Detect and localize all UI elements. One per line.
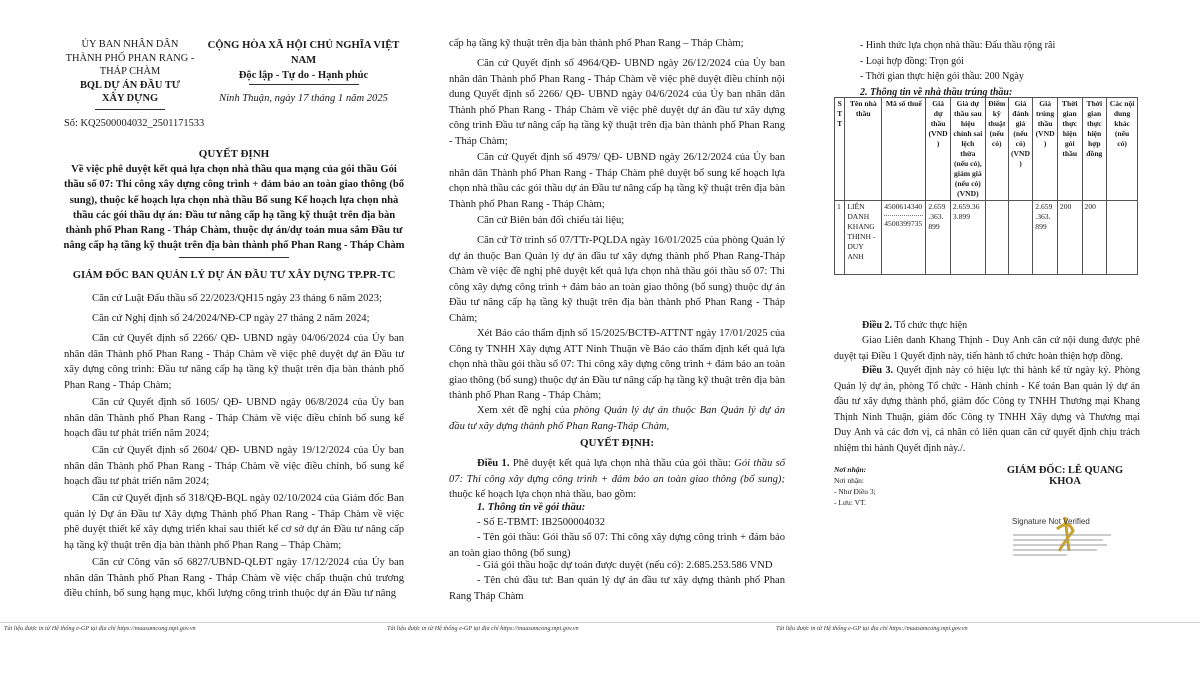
legal-basis: Căn cứ Quyết định số 1605/ QĐ- UBND ngày 06/8/2024 của Ủy ban nhân dân Thành phố Phan Rang - Tháp Chàm về việc điều chỉnh bổ sung kế hoạch đầu tư phát triển năm 2024; bbox=[64, 397, 404, 440]
document-subject bbox=[62, 162, 406, 258]
cell-adjusted-price: 2.659.36 3.899 bbox=[950, 201, 985, 275]
column-header: Điểm kỹ thuật (nếu có) bbox=[985, 98, 1008, 201]
package-info-item: - Số E-TBMT: IB2500004032 bbox=[477, 517, 606, 528]
subject-line: nâng cấp hạ tầng kỹ thuật trên địa bàn thành phố Phan Rang - Tháp Chàm bbox=[63, 240, 405, 252]
motto-underline bbox=[249, 84, 359, 85]
subject-line: Về việc phê duyệt kết quả lựa chọn nhà thầu qua mạng của gói thầu Gói bbox=[71, 164, 397, 175]
legal-basis: Căn cứ Quyết định số 4979/ QĐ- UBND ngày 26/12/2024 của Ủy ban nhân dân Thành phố Phan Rang - Tháp Chàm phê duyệt bổ sung kế hoạch lựa chọn nhà thầu các gói thầu dự án Đầu tư nâng cấp hạ tầng kỹ thuật trên địa bàn Thành phố Phan Rang - Tháp Chàm; bbox=[449, 152, 785, 210]
recipient-line: - Lưu: VT. bbox=[834, 498, 866, 507]
column-header: Thời gian thực hiện hợp đồng bbox=[1082, 98, 1107, 201]
recipient-line: Nơi nhận: bbox=[834, 476, 865, 485]
national-header bbox=[196, 38, 411, 106]
table-row bbox=[835, 201, 1138, 275]
table-header-row bbox=[835, 98, 1138, 201]
page-footer: Tài liệu được in từ Hệ thống e-GP tại địa chỉ https://muasamcong.mpi.gov.vn bbox=[4, 625, 196, 632]
footer-divider bbox=[0, 622, 1200, 623]
cell-eval-price bbox=[1008, 201, 1033, 275]
motto: Độc lập - Tự do - Hạnh phúc bbox=[238, 70, 369, 81]
subject-line: thành phố Phan Rang - Tháp Chàm, thuộc dự án/dự toán mua sắm Đầu tư bbox=[65, 225, 403, 237]
package-info-item: - Tên gói thầu: Gói thầu số 07: Thi công xây dựng công trình + đảm bảo an toàn giao thông (bổ sung) bbox=[449, 532, 785, 559]
cell-tech-score bbox=[985, 201, 1008, 275]
page-footer: Tài liệu được in từ Hệ thống e-GP tại địa chỉ https://muasamcong.mpi.gov.vn bbox=[776, 625, 968, 632]
package-info-item: - Thời gian thực hiện gói thầu: 200 Ngày bbox=[860, 71, 1024, 82]
recipient-line: - Như Điều 3; bbox=[834, 487, 876, 496]
column-header: Giá dự thầu (VND ) bbox=[926, 98, 951, 201]
column-header: Tên nhà thầu bbox=[845, 98, 882, 201]
issuing-agency bbox=[60, 38, 200, 110]
cell-stt: 1 bbox=[835, 201, 845, 275]
place-date: Ninh Thuận, ngày 17 tháng 1 năm 2025 bbox=[219, 93, 388, 104]
winning-bidder-table bbox=[834, 97, 1138, 275]
legal-basis: Xét Báo cáo thẩm định số 15/2025/BCTĐ-ATTNT ngày 17/01/2025 của Công ty TNHH Xây dựng ATT Ninh Thuận về Báo cáo thẩm định kết quả lựa chọn nhà thầu gói thầu số 07: Thi công xây dựng công trình + đảm bảo an toàn giao thông (bổ sung) thuộc dự án Đầu tư nâng cấp hạ tầng kỹ thuật trên địa bàn thành phố Phan Rang - Tháp Chàm; bbox=[449, 328, 785, 402]
subject-line: thầu số 07: Thi công xây dựng công trình + đảm bảo an toàn giao thông (bổ bbox=[63, 179, 405, 191]
recipients-label: Nơi nhận: bbox=[834, 465, 867, 474]
article-2-body: Giao Liên danh Khang Thịnh - Duy Anh căn cứ nội dung được phê duyệt tại Điều 1 Quyết định này, tiến hành tổ chức hoàn thiện hợp đồng. bbox=[834, 335, 1140, 362]
consideration: Xem xét đề nghị của phòng Quản lý dự án thuộc Ban Quản lý dự án đầu tư xây dựng thành phố Phan Rang-Tháp Chàm, bbox=[449, 405, 786, 432]
column-header: Mã số thuế bbox=[882, 98, 926, 201]
legal-basis: Căn cứ Quyết định số 4964/QĐ- UBND ngày 26/12/2024 của Ủy ban nhân dân Thành phố Phan Rang - Tháp Chàm về việc phê duyệt điều chỉnh nội dung Quyết định số 2266/ QĐ- UBND ngày 04/6/2024 của Ủy ban nhân dân Thành phố Phan Rang - Tháp Chàm về việc phê duyệt dự án đầu tư xây dựng công trình Đầu tư nâng cấp hạ tầng kỹ thuật trên địa bàn thành phố Phan Rang - Tháp Chàm; bbox=[449, 58, 785, 147]
legal-basis: Căn cứ Quyết định số 318/QĐ-BQL ngày 02/10/2024 của Giám đốc Ban quản lý Dự án Đầu tư Xây dựng Thành phố Phan Rang - Tháp Chàm về việc phê duyệt thiết kế xây dựng triển khai sau thiết kế cơ sở dự án Đầu tư nâng cấp hạ tầng kỹ thuật trên địa bàn thành phố Phan Rang – Tháp Chàm; bbox=[64, 493, 404, 551]
article-2: Điều 2. Tổ chức thực hiện bbox=[862, 320, 968, 331]
document-page-2 bbox=[400, 0, 796, 622]
column-header: S T T bbox=[835, 98, 845, 201]
cell-winning-price: 2.659 .363. 899 bbox=[1033, 201, 1058, 275]
agency-line: ỦY BAN NHÂN DÂN bbox=[81, 39, 179, 50]
legal-basis: Căn cứ Biên bản đối chiếu tài liệu; bbox=[477, 215, 625, 226]
package-info-heading: 1. Thông tin về gói thầu: bbox=[477, 502, 586, 513]
legal-basis: Căn cứ Công văn số 6827/UBND-QLĐT ngày 17/12/2024 của Ủy ban nhân dân Thành phố Phan Rang - Tháp Chàm về việc chấp thuận chủ trương điều chỉnh, bổ sung hạng mục, khối lượng công trình thuộc dự án Đầu tư nâng bbox=[64, 557, 404, 600]
package-info-item: - Tên chủ đầu tư: Ban quản lý dự án đầu tư xây dựng thành phố Phan Rang Tháp Chàm bbox=[449, 575, 785, 602]
legal-basis: Căn cứ Quyết định số 2604/ QĐ- UBND ngày 19/12/2024 của Ủy ban nhân dân Thành phố Phan Rang - Tháp Chàm về việc điều chỉnh, bổ sung kế hoạch đầu tư phát triển năm 2024; bbox=[64, 445, 404, 488]
package-info-item: - Hình thức lựa chọn nhà thầu: Đấu thầu rộng rãi bbox=[860, 40, 1056, 51]
column-header: Các nội dung khác (nếu có) bbox=[1107, 98, 1138, 201]
package-info-continued bbox=[860, 38, 1055, 100]
document-type: QUYẾT ĐỊNH bbox=[198, 148, 270, 160]
article-1: Điều 1. Phê duyệt kết quả lựa chọn nhà thầu của gói thầu: Gói thầu số 07: Thi công xây dựng công trình + đảm bảo an toàn giao thông (bổ sung); thuộc kế hoạch lựa chọn nhà thầu, bao gồm: bbox=[449, 458, 785, 501]
legal-basis: Căn cứ Quyết định số 2266/ QĐ- UBND ngày 04/06/2024 của Ủy ban nhân dân Thành phố Phan Rang - Tháp Chàm về việc phê duyệt dự án Đầu tư xây dựng công trình: Đầu tư nâng cấp hạ tầng kỹ thuật trên địa bàn thành phố Phan Rang - Tháp Chàm; bbox=[64, 333, 404, 391]
cell-bidder-name: LIÊN DANH KHANG THỊNH - DUY ANH bbox=[845, 201, 882, 275]
cell-contract-time: 200 bbox=[1082, 201, 1107, 275]
nation-name: CỘNG HÒA XÃ HỘI CHỦ NGHĨA VIỆT NAM bbox=[207, 40, 400, 66]
digital-signature[interactable] bbox=[1007, 515, 1117, 561]
agency-line: THÀNH PHỐ PHAN RANG - bbox=[65, 52, 195, 64]
signature-status: Signature Not Verified bbox=[1012, 517, 1090, 526]
package-info-item: - Giá gói thầu hoặc dự toán được duyệt (nếu có): 2.685.253.586 VND bbox=[477, 560, 773, 571]
carry-over-text: cấp hạ tầng kỹ thuật trên địa bàn thành phố Phan Rang – Tháp Chàm; bbox=[449, 38, 744, 49]
recipients bbox=[834, 464, 954, 508]
cell-bid-price: 2.659 .363. 899 bbox=[926, 201, 951, 275]
legal-basis: Căn cứ Luật Đấu thầu số 22/2023/QH15 ngày 23 tháng 6 năm 2023; bbox=[92, 293, 382, 304]
subject-line: thầu các gói thầu dự án: Đầu tư nâng cấp hạ tầng kỹ thuật trên địa bàn bbox=[72, 209, 396, 221]
winner-info-heading: 2. Thông tin về nhà thầu trúng thầu: bbox=[860, 86, 1013, 98]
column-header: Giá trúng thầu (VND ) bbox=[1033, 98, 1058, 201]
column-header: Thời gian thực hiện gói thầu bbox=[1057, 98, 1082, 201]
legal-basis: Căn cứ Nghị định số 24/2024/NĐ-CP ngày 27 tháng 2 năm 2024; bbox=[92, 313, 370, 324]
document-number: Số: KQ2500004032_2501171533 bbox=[64, 118, 205, 129]
agency-line: THÁP CHÀM bbox=[99, 66, 161, 77]
agency-underline bbox=[95, 109, 165, 110]
signer-title: GIÁM ĐỐC: LÊ QUANG KHOA bbox=[1006, 465, 1124, 487]
cell-package-time: 200 bbox=[1057, 201, 1082, 275]
cell-tax-code: 4500614340 4500399735 bbox=[882, 201, 926, 275]
legal-basis: Căn cứ Tờ trình số 07/TTr-PQLDA ngày 16/01/2025 của phòng Quản lý dự án thuộc Ban Quản lý dự án đầu tư xây dựng thành phố Phan Rang-Tháp Chàm về việc đề nghị phê duyệt kết quả lựa chọn nhà thầu gói thầu số 07: Thi công xây dựng công trình + đảm bảo an toàn giao thông (bổ sung) thuộc dự án Đầu tư nâng cấp hạ tầng kỹ thuật trên địa bàn thành phố Phan Rang - Tháp Chàm; bbox=[449, 235, 785, 324]
subject-line: sung), thuộc kế hoạch lựa chọn nhà thầu Bổ sung Kế hoạch lựa chọn nhà bbox=[69, 194, 399, 206]
cell-other bbox=[1107, 201, 1138, 275]
package-info-item: - Loại hợp đồng: Trọn gói bbox=[860, 55, 964, 67]
column-header: Giá đánh giá (nếu có) (VND ) bbox=[1008, 98, 1033, 201]
document-page-1 bbox=[0, 0, 420, 622]
subject-underline bbox=[179, 257, 289, 258]
column-header: Giá dự thầu sau hiệu chỉnh sai lệch thừa (nếu có), giảm giá (nếu có) (VND) bbox=[950, 98, 985, 201]
document-page-3 bbox=[790, 0, 1200, 622]
article-3: Điều 3. Quyết định này có hiệu lực thi hành kể từ ngày ký. Phòng Quản lý dự án, phòng Tổ chức - Hành chính - Kế toán Ban quản lý dự án đầu tư xây dựng thành phố, giám đốc Công ty TNHH Thương mại Khang Thịnh Ninh Thuận, giám đốc Công ty TNHH Xây dựng và Thương mại Duy Anh và các đơn vị, cá nhân có liên quan căn cứ quyết định chịu trách nhiệm thi hành Quyết định này./. bbox=[834, 365, 1140, 454]
decision-heading: QUYẾT ĐỊNH: bbox=[579, 437, 655, 449]
agency-line: XÂY DỰNG bbox=[101, 93, 159, 104]
agency-line: BQL DỰ ÁN ĐẦU TƯ bbox=[79, 79, 181, 91]
page-footer: Tài liệu được in từ Hệ thống e-GP tại địa chỉ https://muasamcong.mpi.gov.vn bbox=[387, 625, 579, 632]
director-title: GIÁM ĐỐC BAN QUẢN LÝ DỰ ÁN ĐẦU TƯ XÂY DỰNG TP.PR-TC bbox=[72, 270, 396, 281]
